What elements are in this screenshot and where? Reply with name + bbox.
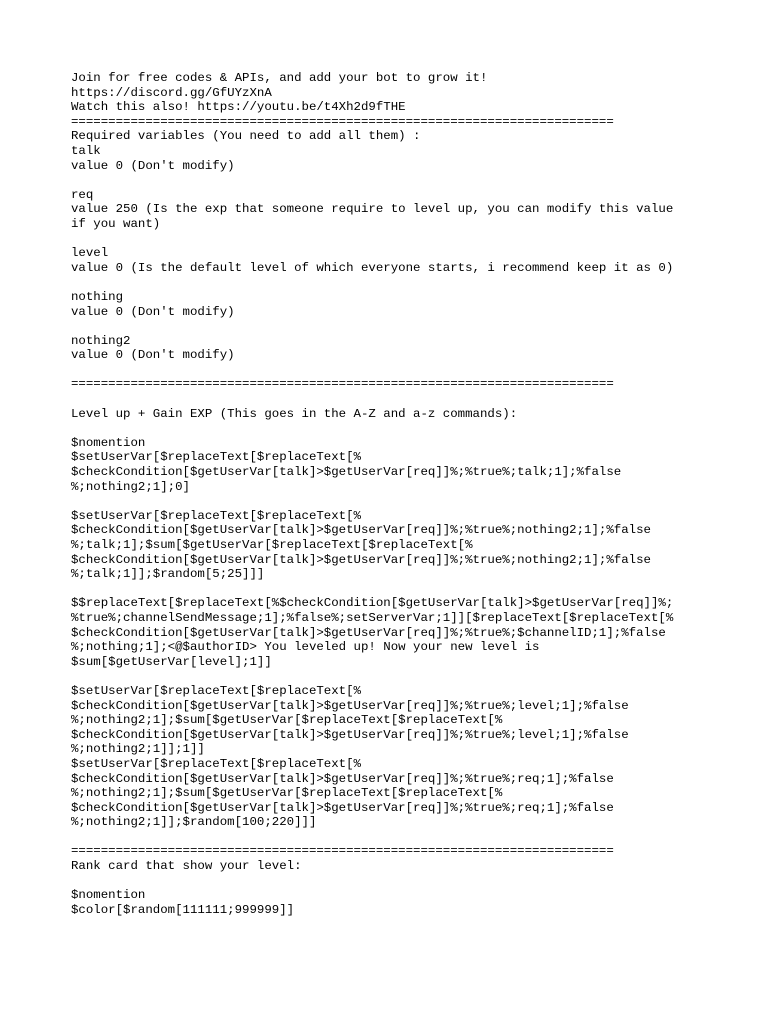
- blank-line: [71, 275, 711, 290]
- text-line: Level up + Gain EXP (This goes in the A-Z and a-z commands):: [71, 406, 518, 421]
- text-line: $checkCondition[$getUserVar[talk]>$getUserVar[req]]%;%true%;level;1];%false: [71, 727, 629, 742]
- text-line: $checkCondition[$getUserVar[talk]>$getUserVar[req]]%;%true%;talk;1];%false: [71, 465, 622, 480]
- text-line: $nomention: [71, 888, 146, 903]
- text-line: if you want): [71, 216, 161, 231]
- text-line: $setUserVar[$replaceText[$replaceText[%: [71, 683, 361, 698]
- document-page: [71, 71, 711, 917]
- text-line: nothing: [71, 289, 124, 304]
- text-line: %;nothing2;1];0]: [71, 479, 190, 494]
- text-line: value 250 (Is the exp that someone require to level up, you can modify this value: [71, 202, 674, 217]
- separator-line: =========================================================================: [71, 377, 614, 392]
- text-line: level: [71, 246, 109, 261]
- text-line: Watch this also! https://youtu.be/t4Xh2d9fTHE: [71, 100, 406, 115]
- text-line: %;nothing;1];<@$authorID> You leveled up! Now your new level is: [71, 640, 540, 655]
- text-line: %;talk;1];$sum[$getUserVar[$replaceText[$replaceText[%: [71, 538, 473, 552]
- text-line: value 0 (Don't modify): [71, 158, 235, 173]
- blank-line: [71, 874, 711, 889]
- text-line: nothing2: [71, 333, 131, 348]
- blank-line: [71, 494, 711, 509]
- text-line: https://discord.gg/GfUYzXnA: [71, 85, 272, 100]
- text-line: $checkCondition[$getUserVar[talk]>$getUserVar[req]]%;%true%;level;1];%false: [71, 698, 629, 713]
- text-line: value 0 (Is the default level of which everyone starts, i recommend keep it as 0): [71, 260, 674, 275]
- text-line: talk: [71, 143, 101, 158]
- text-line: Rank card that show your level:: [71, 859, 302, 874]
- text-line: value 0 (Don't modify): [71, 304, 235, 319]
- blank-line: [71, 319, 711, 334]
- text-line: $setUserVar[$replaceText[$replaceText[%: [71, 756, 361, 771]
- text-line: $checkCondition[$getUserVar[talk]>$getUserVar[req]]%;%true%;req;1];%false: [71, 771, 614, 786]
- text-line: Required variables (You need to add all them) :: [71, 129, 421, 144]
- blank-line: [71, 830, 711, 845]
- text-line: $checkCondition[$getUserVar[talk]>$getUserVar[req]]%;%true%;nothing2;1];%false: [71, 523, 651, 538]
- text-line: $checkCondition[$getUserVar[talk]>$getUserVar[req]]%;%true%;$channelID;1];%false: [71, 625, 666, 640]
- blank-line: [71, 582, 711, 597]
- text-line: $setUserVar[$replaceText[$replaceText[%: [71, 450, 361, 465]
- text-line: %;nothing2;1];$sum[$getUserVar[$replaceText[$replaceText[%: [71, 786, 503, 801]
- text-line: $setUserVar[$replaceText[$replaceText[%: [71, 508, 361, 523]
- separator-line: =========================================================================: [71, 114, 614, 129]
- blank-line: [71, 173, 711, 188]
- text-line: $nomention: [71, 435, 146, 450]
- blank-line: [71, 421, 711, 436]
- text-line: $checkCondition[$getUserVar[talk]>$getUserVar[req]]%;%true%;nothing2;1];%false: [71, 552, 651, 567]
- blank-line: [71, 392, 711, 407]
- text-line: %;nothing2;1]];1]]: [71, 742, 205, 757]
- separator-line: =========================================================================: [71, 844, 614, 859]
- text-line: %;nothing2;1];$sum[$getUserVar[$replaceText[$replaceText[%: [71, 713, 503, 728]
- text-line: req: [71, 187, 94, 202]
- text-line: %;nothing2;1]];$random[100;220]]]: [71, 815, 317, 830]
- text-line: $checkCondition[$getUserVar[talk]>$getUserVar[req]]%;%true%;req;1];%false: [71, 800, 614, 815]
- text-line: %;talk;1]];$random[5;25]]]: [71, 567, 265, 582]
- blank-line: [71, 669, 711, 684]
- text-line: $sum[$getUserVar[level];1]]: [71, 654, 272, 669]
- blank-line: [71, 232, 711, 247]
- text-line: $$replaceText[$replaceText[%$checkCondition[$getUserVar[talk]>$getUserVar[req]]%;: [71, 596, 674, 611]
- text-line: Join for free codes & APIs, and add your bot to grow it!: [71, 71, 488, 85]
- blank-line: [71, 363, 711, 378]
- text-line: %true%;channelSendMessage;1];%false%;setServerVar;1]][$replaceText[$replaceText[%: [71, 610, 674, 625]
- text-line: value 0 (Don't modify): [71, 348, 235, 363]
- text-line: $color[$random[111111;999999]]: [71, 902, 295, 917]
